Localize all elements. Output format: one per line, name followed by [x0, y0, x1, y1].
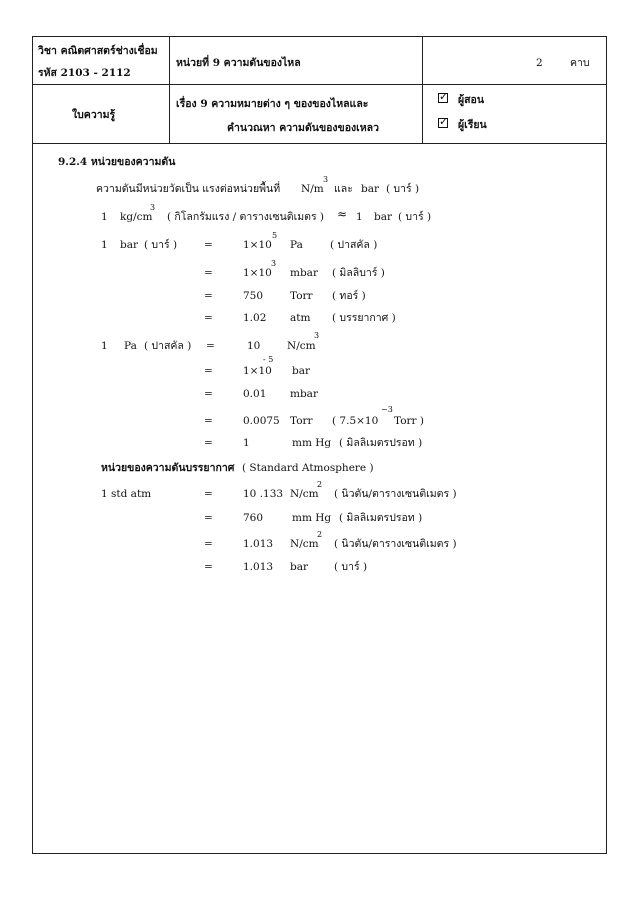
- pa-row-unit: mbar: [290, 388, 318, 400]
- bar-row-value: 1×10: [243, 267, 272, 279]
- student-checkbox[interactable]: [438, 118, 448, 128]
- header-divider-1: [32, 84, 607, 85]
- topic-line-2: คำนวณหา ความดันของของเหลว: [227, 122, 380, 134]
- kg-thai: ( กิโลกรัมแรง / ตารางเซนติเมตร ): [167, 211, 325, 223]
- equals-sign: =: [204, 437, 213, 449]
- equals-sign: =: [204, 561, 213, 573]
- header-divider-2: [32, 143, 607, 144]
- bar-row-exponent: 3: [271, 259, 277, 268]
- bar-row-thai: ( ปาสคัล ): [330, 239, 378, 251]
- pa-row-value: 0.0075: [243, 415, 280, 427]
- pa-row-exponent: - 5: [263, 355, 274, 364]
- section-title: 9.2.4 หน่วยของความดัน: [58, 156, 176, 168]
- pa-lhs-unit: Pa: [124, 340, 137, 352]
- atm-row-value: 1.013: [243, 538, 274, 550]
- intro-unit: N/m: [301, 183, 324, 195]
- atm-row-unit: N/cm: [290, 488, 319, 500]
- bar-row-value: 750: [243, 290, 264, 302]
- equals-sign: =: [204, 488, 213, 500]
- kg-qty: 1: [101, 211, 108, 223]
- atm-row-thai: ( บาร์ ): [334, 561, 368, 573]
- pa-row-value: 1: [243, 437, 250, 449]
- bar-row-thai: ( มิลลิบาร์ ): [332, 267, 385, 279]
- pa-row-exponent: 3: [314, 331, 320, 340]
- atm-row-unit: bar: [290, 561, 309, 573]
- pa-lhs-thai: ( ปาสคัล ): [144, 340, 192, 352]
- equals-sign: =: [204, 415, 213, 427]
- kg-unit-exponent: 3: [150, 203, 156, 212]
- kg-rhs-thai: ( บาร์ ): [398, 211, 432, 223]
- student-label: ผู้เรียน: [458, 119, 487, 131]
- pa-row-value: 1×10: [243, 365, 272, 377]
- header-col-line-2: [422, 36, 423, 143]
- intro-bar: bar: [361, 183, 380, 195]
- atm-row-value: 760: [243, 512, 264, 524]
- bar-row-exponent: 5: [272, 231, 278, 240]
- atm-row-exponent: 2: [317, 530, 323, 539]
- intro-and: และ: [334, 183, 353, 195]
- topic-line-1: เรื่อง 9 ความหมายต่าง ๆ ของของไหลและ: [176, 98, 369, 110]
- kg-rhs-unit: bar: [374, 211, 393, 223]
- bar-row-value: 1×10: [243, 239, 272, 251]
- equals-sign: =: [206, 340, 215, 352]
- subject-title: วิชา คณิตศาสตร์ช่างเชื่อม: [38, 45, 158, 57]
- teacher-checkbox[interactable]: [438, 93, 448, 103]
- equals-sign: =: [204, 538, 213, 550]
- bar-row-unit: Pa: [290, 239, 303, 251]
- bar-lhs-qty: 1: [101, 239, 108, 251]
- atm-row-value: 10 .133: [243, 488, 284, 500]
- kg-rhs-qty: 1: [356, 211, 363, 223]
- bar-row-value: 1.02: [243, 312, 267, 324]
- equals-sign: =: [204, 239, 213, 251]
- pa-row-unit: Torr: [290, 415, 313, 427]
- pa-row-unit: mm Hg: [292, 437, 332, 449]
- period-count: 2: [536, 57, 543, 69]
- sheet-type: ใบความรู้: [72, 109, 116, 121]
- bar-row-thai: ( ทอร์ ): [332, 290, 366, 302]
- pa-row-thai-open: ( 7.5×10: [332, 415, 379, 427]
- bar-row-unit: mbar: [290, 267, 318, 279]
- bar-row-unit: Torr: [290, 290, 313, 302]
- pa-lhs-qty: 1: [101, 340, 108, 352]
- period-unit: คาบ: [570, 57, 590, 69]
- atm-lhs: 1 std atm: [101, 488, 152, 500]
- equals-sign: =: [204, 388, 213, 400]
- atm-row-exponent: 2: [317, 480, 323, 489]
- bar-lhs-unit: bar: [120, 239, 139, 251]
- intro-text: ความดันมีหน่วยวัดเป็น แรงต่อหน่วยพื้นที่: [96, 183, 281, 195]
- pa-row-value: 0.01: [243, 388, 267, 400]
- unit-title: หน่วยที่ 9 ความดันของไหล: [176, 57, 301, 69]
- pa-row-thai: ( มิลลิเมตรปรอท ): [339, 437, 423, 449]
- pa-row-thai-exponent: −3: [381, 405, 393, 414]
- pa-row-value: 10: [247, 340, 261, 352]
- equals-sign: =: [204, 290, 213, 302]
- pa-row-thai-close: Torr ): [394, 415, 424, 427]
- bar-row-unit: atm: [290, 312, 311, 324]
- atm-title-english: ( Standard Atmosphere ): [242, 462, 374, 474]
- bar-row-thai: ( บรรยากาศ ): [332, 312, 396, 324]
- atm-row-thai: ( นิวตัน/ตารางเซนติเมตร ): [334, 538, 457, 550]
- course-code: รหัส 2103 - 2112: [38, 67, 131, 79]
- atm-row-unit: N/cm: [290, 538, 319, 550]
- atm-row-unit: mm Hg: [292, 512, 332, 524]
- pa-row-unit: N/cm: [287, 340, 316, 352]
- intro-unit-exponent: 3: [323, 175, 329, 184]
- equals-sign: =: [204, 312, 213, 324]
- approx-symbol: ≈: [337, 207, 348, 221]
- bar-lhs-thai: ( บาร์ ): [144, 239, 178, 251]
- atm-row-thai: ( นิวตัน/ตารางเซนติเมตร ): [334, 488, 457, 500]
- equals-sign: =: [204, 365, 213, 377]
- intro-bar-thai: ( บาร์ ): [386, 183, 420, 195]
- atm-title: หน่วยของความดันบรรยากาศ: [101, 462, 235, 474]
- atm-row-value: 1.013: [243, 561, 274, 573]
- teacher-label: ผู้สอน: [458, 94, 485, 106]
- equals-sign: =: [204, 267, 213, 279]
- kg-unit: kg/cm: [120, 211, 153, 223]
- equals-sign: =: [204, 512, 213, 524]
- atm-row-thai: ( มิลลิเมตรปรอท ): [339, 512, 423, 524]
- header-col-line-1: [169, 36, 170, 143]
- pa-row-unit: bar: [292, 365, 311, 377]
